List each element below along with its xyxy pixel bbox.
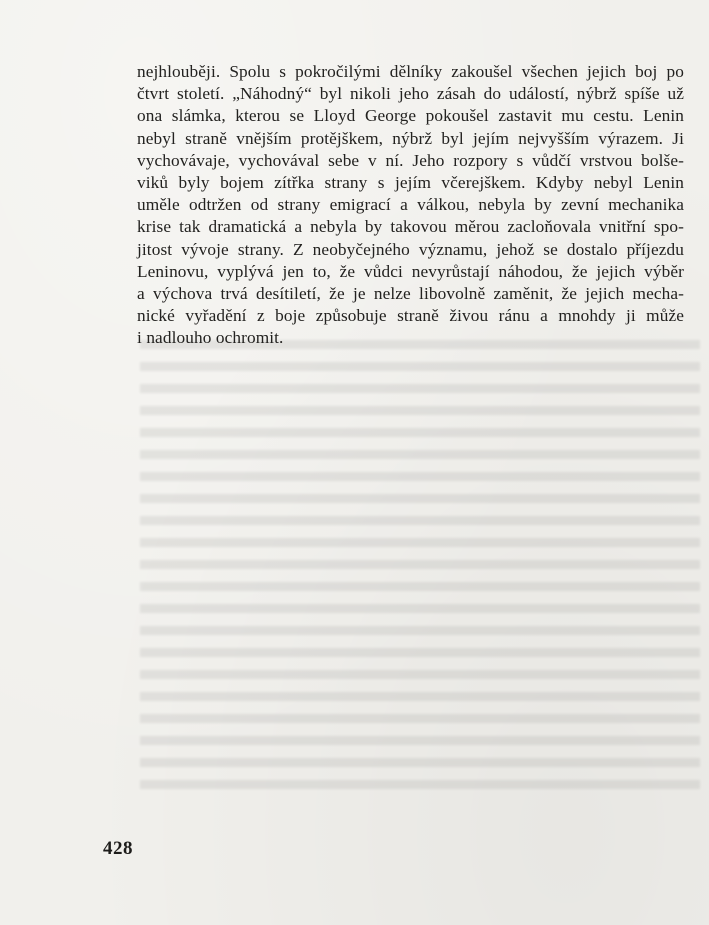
text-line: viků byly bojem zítřka strany s jejím včerejškem. Kdyby nebyl Lenin	[137, 172, 684, 192]
text-line: nické vyřadění z boje způsobuje straně živou ránu a mnohdy ji může	[137, 306, 684, 326]
text-line: vychovávaje, vychovával sebe v ní. Jeho rozpory s vůdčí vrstvou bolše-	[137, 150, 684, 170]
text-line: Leninovu, vyplývá jen to, že vůdci nevyrůstají náhodou, že jejich výběr	[137, 261, 684, 281]
text-line: čtvrt století. „Náhodný“ byl nikoli jeho zásah do událostí, nýbrž spíše už	[137, 84, 684, 104]
text-line: ona slámka, kterou se Lloyd George pokoušel zastavit mu cestu. Lenin	[137, 106, 684, 126]
text-line: a výchova trvá desítiletí, že je nelze libovolně zaměnit, že jejich mecha-	[137, 283, 684, 303]
text-line: uměle odtržen od strany emigrací a válkou, nebyla by zevní mechanika	[137, 195, 684, 215]
text-line: jitost vývoje strany. Z neobyčejného významu, jehož se dostalo příjezdu	[137, 239, 684, 259]
text-line: krise tak dramatická a nebyla by takovou měrou zacloňovala vnitřní spo-	[137, 217, 684, 237]
text-line-last: i nadlouho ochromit.	[137, 328, 284, 348]
reverse-side-show-through	[140, 340, 700, 800]
page-number: 428	[103, 838, 133, 859]
body-paragraph	[137, 61, 684, 349]
text-line: nejhlouběji. Spolu s pokročilými dělníky zakoušel všechen jejich boj po	[137, 62, 684, 81]
text-line: nebyl straně vnějším protějškem, nýbrž byl jejím nejvyšším výrazem. Ji	[137, 128, 684, 148]
